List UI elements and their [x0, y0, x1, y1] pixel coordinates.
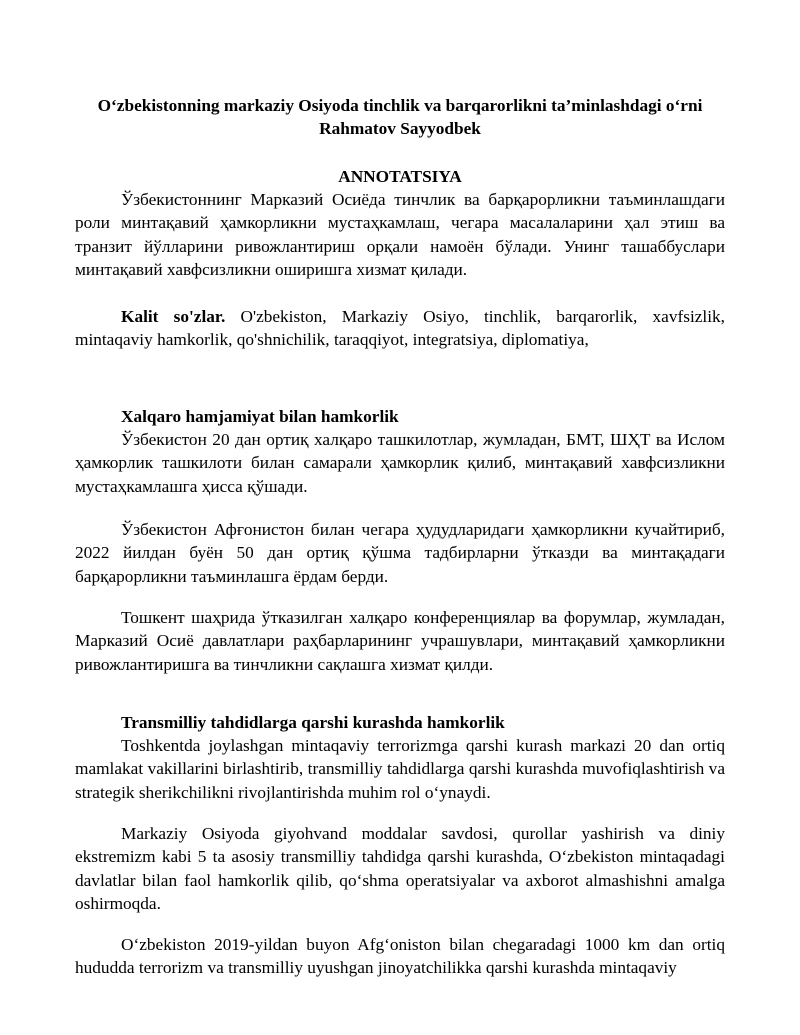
document-title: O‘zbekistonning markaziy Osiyoda tinchlik va barqarorlikni ta’minlashdagi o‘rni: [97, 96, 703, 115]
section2-paragraph-1: [75, 734, 725, 804]
paragraph-text: O‘zbekiston 2019-yildan buyon Afg‘oniston bilan chegaradagi 1000 km dan ortiq hududda terrorizm va transmilliy uyushgan jinoyatchilikka qarshi kurashda mintaqaviy: [75, 935, 725, 978]
section1-paragraph-3: [75, 606, 725, 676]
section-heading-international: Xalqaro hamjamiyat bilan hamkorlik: [121, 407, 399, 426]
paragraph-text: Markaziy Osiyoda giyohvand moddalar savdosi, qurollar yashirish va diniy ekstremizm kabi 5 ta asosiy transmilliy tahdidga qarshi kurashda, O‘zbekiston mintaqadagi davlatlar bilan faol hamkorlik qilib, qo‘shma operatsiyalar va axborot almashishni amalga oshirmoqda.: [75, 824, 725, 914]
author-name: Rahmatov Sayyodbek: [319, 119, 481, 138]
paragraph-text: Тошкент шаҳрида ўтказилган халқаро конференциялар ва форумлар, жумладан, Марказий Осиё давлатлари раҳбарларининг учрашувлари, минтақавий ҳамкорликни ривожлантиришга ва тинчликни сақлашга хизмат қилди.: [75, 608, 725, 674]
keywords-text: O'zbekiston, Markaziy Osiyo, tinchlik, barqarorlik, xavfsizlik, mintaqaviy hamkorlik, qo'shnichilik, taraqqiyot, integratsiya, diplomatiya,: [75, 307, 725, 350]
paragraph-text: Ўзбекистон Афғонистон билан чегара ҳудудларидаги ҳамкорликни кучайтириб, 2022 йилдан буён 50 дан ортиқ қўшма тадбирларни ўтказди ва минтақадаги барқарорликни таъминлашга ёрдам берди.: [75, 520, 725, 586]
annotation-paragraph: [75, 188, 725, 282]
section1-paragraph-1: [75, 428, 725, 498]
annotation-heading: ANNOTATSIYA: [338, 167, 462, 186]
keywords-paragraph: [75, 305, 725, 352]
paragraph-text: Toshkentda joylashgan mintaqaviy terrorizmga qarshi kurash markazi 20 dan ortiq mamlakat vakillarini birlashtirib, transmilliy tahdidlarga qarshi kurashda muvofiqlashtirish va strategik sherikchilikni rivojlantirishda muhim rol o‘ynaydi.: [75, 736, 725, 802]
section2-paragraph-2: [75, 822, 725, 916]
section-heading-transnational: Transmilliy tahdidlarga qarshi kurashda hamkorlik: [121, 713, 505, 732]
section2-paragraph-3: [75, 933, 725, 980]
paragraph-text: Ўзбекистон 20 дан ортиқ халқаро ташкилотлар, жумладан, БМТ, ШҲТ ва Ислом ҳамкорлик ташкилоти билан самарали ҳамкорлик қилиб, минтақавий хавфсизликни мустаҳкамлашга ҳисса қўшади.: [75, 430, 725, 496]
annotation-text: Ўзбекистоннинг Марказий Осиёда тинчлик ва барқарорликни таъминлашдаги роли минтақавий ҳамкорликни мустаҳкамлаш, чегара масалаларини ҳал этиш ва транзит йўлларини ривожлантириш орқали намоён бўлади. Унинг ташаббуслари минтақавий хавфсизликни оширишга хизмат қилади.: [75, 190, 725, 280]
keywords-label: Kalit so'zlar.: [121, 307, 226, 326]
section1-paragraph-2: [75, 518, 725, 588]
